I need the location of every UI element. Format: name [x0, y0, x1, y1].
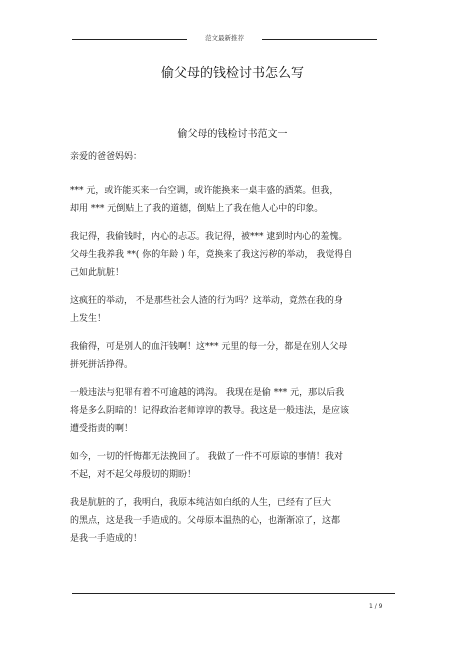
- paragraph-line: 上发生！: [70, 314, 107, 324]
- paragraph-line: 却用 *** 元倒贴上了我的道德，倒贴上了我在他人心中的印象。: [70, 204, 324, 214]
- paragraph: [70, 448, 400, 484]
- paragraph: [70, 338, 400, 374]
- paragraph: [70, 182, 400, 218]
- paragraph-list: [70, 182, 400, 548]
- salutation: 亲爱的爸爸妈妈：: [70, 152, 143, 162]
- paragraph-line: 我是肮脏的了，我明白，我原本纯洁如白纸的人生，已经有了巨大: [70, 498, 332, 508]
- paragraph-line: 己如此肮脏！: [70, 268, 125, 278]
- paragraph-line: 一般违法与犯罪有着不可逾越的鸿沟。 我现在是偷 *** 元，那以后我: [70, 388, 345, 398]
- paragraph-line: 如今，一切的忏悔都无法挽回了。 我做了一件不可原谅的事情！我对: [70, 452, 343, 462]
- paragraph-line: 我偷得，可是别人的血汗钱啊！这*** 元里的每一分，都是在别人父母: [70, 342, 348, 352]
- paragraph-line: *** 元，或许能买来一台空调，或许能换来一桌丰盛的酒菜。但我，: [70, 186, 339, 196]
- paragraph-line: 遭受指责的啊！: [70, 424, 134, 434]
- document-subtitle: 偷父母的钱检讨书范文一: [177, 129, 288, 140]
- paragraph-line: 父母生我养我 **( 你的年龄 ) 年，竟换来了我这污秽的举动， 我觉得自: [70, 250, 353, 260]
- footer-rule: [72, 593, 395, 594]
- document-title: 偷父母的钱检讨书怎么写: [160, 66, 304, 81]
- paragraph-line: 这疯狂的举动， 不是那些社会人渣的行为吗？这举动，竟然在我的身: [70, 296, 343, 306]
- paragraph-line: 的黑点，这是我一手造成的。父母原本温热的心，也渐渐凉了，这都: [70, 516, 341, 526]
- paragraph: [70, 494, 400, 548]
- page-number: 1 / 9: [369, 603, 383, 610]
- paragraph: [70, 228, 400, 282]
- paragraph-line: 将是多么阴暗的！记得政治老师谆谆的教导。我这是一般违法，是应该: [70, 406, 350, 416]
- document-body: [70, 148, 400, 558]
- paragraph-line: 是我一手造成的！: [70, 534, 143, 544]
- header-rule-right: [262, 39, 377, 40]
- header-text: 范文最新推荐: [205, 34, 244, 42]
- paragraph-line: 拼死拼活挣得。: [70, 360, 134, 370]
- paragraph: [70, 292, 400, 328]
- paragraph: [70, 384, 400, 438]
- paragraph-line: 我记得，我偷钱时，内心的忐忑。我记得，被*** 逮到时内心的羞愧。: [70, 232, 348, 242]
- page-header: [72, 32, 377, 46]
- paragraph-line: 不起，对不起父母殷切的期盼！: [70, 470, 197, 480]
